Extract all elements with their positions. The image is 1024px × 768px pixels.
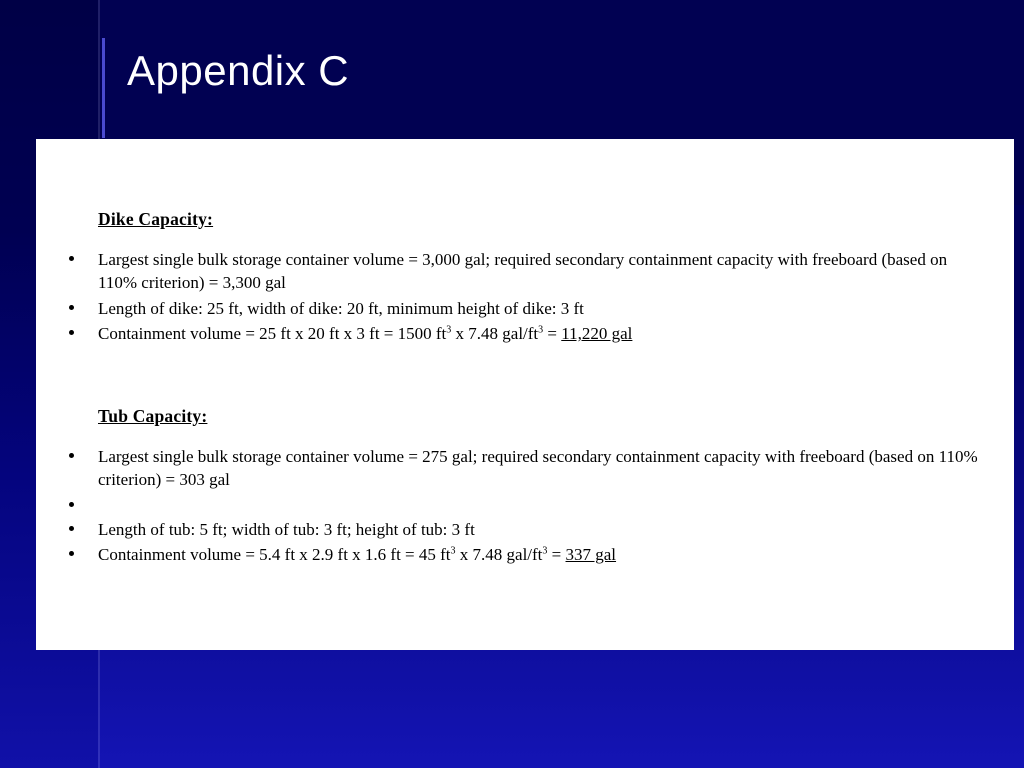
- list-item: [61, 248, 981, 295]
- document-image: [36, 139, 1014, 650]
- text-run: =: [543, 324, 562, 344]
- text-run: =: [547, 545, 566, 565]
- document-content: [61, 209, 981, 569]
- section-heading: Dike Capacity:: [98, 209, 214, 229]
- section-spacer: [61, 348, 981, 406]
- bullet-list: [61, 248, 981, 346]
- text-run: Largest single bulk storage container volume = 3,000 gal; required secondary containment capacity with freeboard (based on 110% criterion) = 3,300 gal: [98, 250, 948, 293]
- list-item: [61, 543, 981, 566]
- bullet-dot-icon: [69, 305, 74, 310]
- section-heading: Tub Capacity:: [98, 405, 208, 426]
- bullet-dot-icon: [69, 453, 74, 458]
- text-run: 3: [450, 545, 456, 557]
- bullet-dot-icon: [69, 526, 74, 531]
- bullet-list: [61, 445, 981, 567]
- title-accent-rule: [102, 38, 105, 138]
- list-item: [61, 297, 981, 320]
- text-run: 3: [446, 324, 452, 336]
- text-run: Containment volume = 5.4 ft x 2.9 ft x 1.6 ft = 45 ft: [98, 545, 451, 565]
- bullet-dot-icon: [69, 551, 74, 556]
- list-item: [61, 494, 981, 516]
- text-run: x 7.48 gal/ft: [455, 545, 543, 565]
- list-item: [61, 518, 981, 541]
- bullet-dot-icon: [69, 330, 74, 335]
- text-run: Length of tub: 5 ft; width of tub: 3 ft; height of tub: 3 ft: [98, 519, 475, 539]
- bullet-dot-icon: [69, 256, 74, 261]
- bullet-dot-icon: [69, 502, 74, 507]
- text-run: 3: [538, 324, 544, 336]
- text-run: 3: [542, 545, 548, 557]
- page-title: Appendix C: [127, 47, 350, 94]
- text-run: Containment volume = 25 ft x 20 ft x 3 ft = 1500 ft: [98, 324, 447, 344]
- result-value: 11,220 gal: [561, 324, 633, 344]
- text-run: Length of dike: 25 ft, width of dike: 20 ft, minimum height of dike: 3 ft: [98, 298, 584, 318]
- text-run: x 7.48 gal/ft: [451, 324, 539, 344]
- result-value: 337 gal: [565, 545, 617, 565]
- text-run: Largest single bulk storage container volume = 275 gal; required secondary containment capacity with freeboard (based on 110% criterion) = 303 gal: [98, 446, 978, 490]
- list-item: [61, 322, 981, 345]
- list-item: [61, 445, 981, 492]
